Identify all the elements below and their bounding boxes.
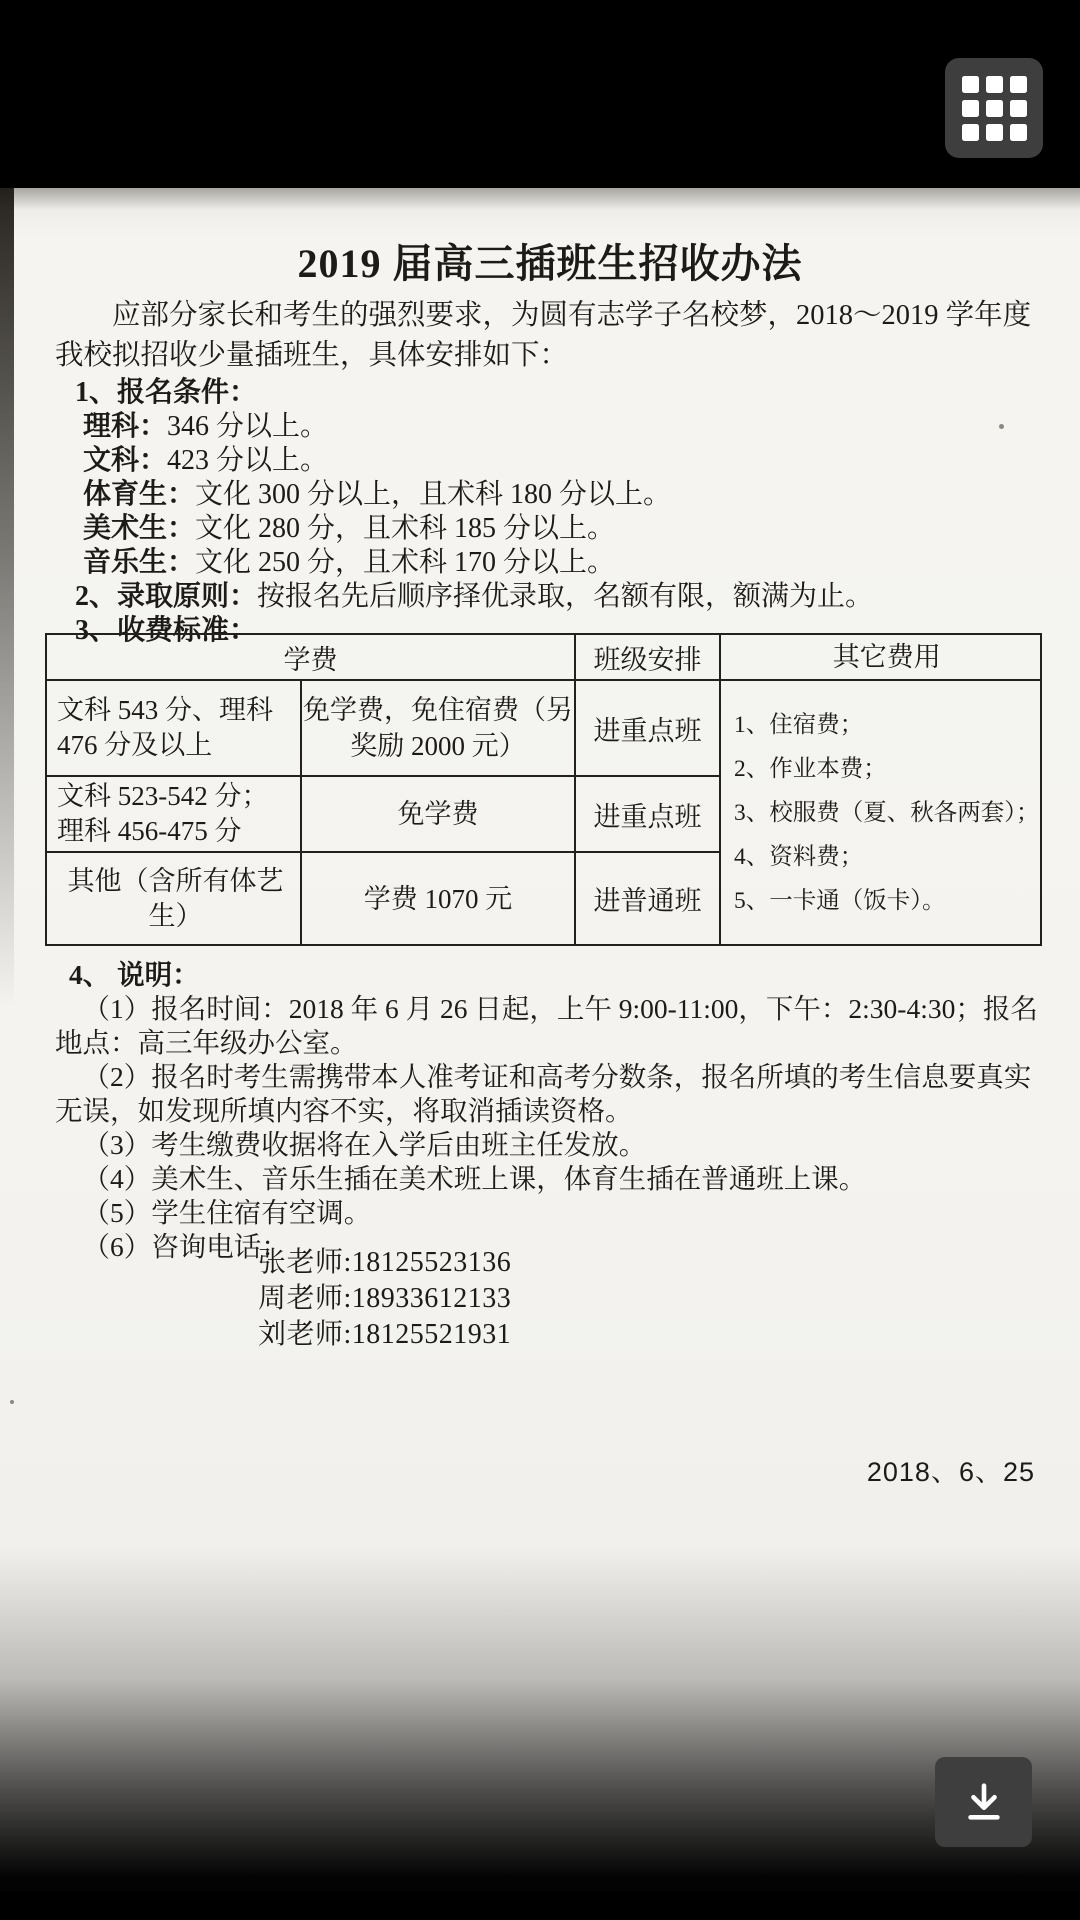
- header-tuition: 学费: [46, 634, 575, 680]
- photo-bottom-shadow: [0, 1547, 1080, 1892]
- note-item: （1）报名时间：2018 年 6 月 26 日起，上午 9:00-11:00，下午：2:30-4:30；报名地点：高三年级办公室。: [55, 993, 1038, 1058]
- fee-table: [45, 633, 1042, 946]
- section-2-text: 按报名先后顺序择优录取，名额有限，额满为止。: [257, 581, 874, 612]
- phone-line: 周老师:18933612133: [258, 1283, 512, 1314]
- download-button[interactable]: [935, 1757, 1032, 1847]
- cell-category: 其他（含所有体艺生）: [46, 852, 301, 945]
- other-fee-item: 2、作业本费；: [734, 755, 887, 782]
- condition-text: 346 分以上。: [167, 411, 329, 442]
- condition-text: 文化 250 分，且术科 170 分以上。: [195, 547, 616, 578]
- photo-top-shadow: [0, 188, 1080, 210]
- cell-other-fees: [720, 680, 1041, 945]
- photo-artifact-dot: [10, 1400, 14, 1404]
- photo-artifact-dot: [999, 424, 1004, 429]
- phone-list: [258, 1245, 511, 1353]
- cell-class: 进重点班: [575, 776, 720, 852]
- section-1-heading: 1、报名条件：: [75, 377, 258, 408]
- phone-line: 刘老师:18125521931: [258, 1319, 512, 1350]
- grid-menu-button[interactable]: [945, 58, 1043, 158]
- cell-class: 进重点班: [575, 680, 720, 776]
- download-icon: [961, 1779, 1007, 1825]
- fee-table-header-row: [46, 634, 1041, 680]
- cell-category: 文科 523-542 分；理科 456-475 分: [46, 776, 301, 852]
- condition-text: 文化 280 分，且术科 185 分以上。: [195, 513, 616, 544]
- condition-line: [75, 410, 1035, 444]
- condition-line: [75, 546, 1035, 580]
- cell-tuition: 学费 1070 元: [301, 852, 575, 945]
- cell-category: 文科 543 分、理科 476 分及以上: [46, 680, 301, 776]
- notes-section: [55, 958, 1047, 1264]
- condition-line: [75, 512, 1035, 546]
- cell-tuition: 免学费: [301, 776, 575, 852]
- note-item: （3）考生缴费收据将在入学后由班主任发放。: [82, 1129, 647, 1160]
- intro-paragraph: 应部分家长和考生的强烈要求，为圆有志学子名校梦，2018～2019 学年度我校拟招收少量插班生，具体安排如下：: [55, 300, 1032, 371]
- condition-label: 体育生：: [83, 479, 196, 510]
- document-photo[interactable]: [0, 188, 1080, 1892]
- cell-tuition: 免学费，免住宿费（另奖励 2000 元）: [301, 680, 575, 776]
- phone-line: 张老师:18125523136: [258, 1247, 512, 1278]
- other-fee-item: 1、住宿费；: [734, 711, 864, 738]
- other-fee-item: 5、一卡通（饭卡）。: [734, 887, 946, 914]
- table-row: [46, 680, 1041, 776]
- other-fee-item: 3、校服费（夏、秋各两套）；: [734, 799, 1040, 826]
- header-other-fees: 其它费用: [720, 634, 1041, 680]
- condition-text: 423 分以上。: [167, 445, 329, 476]
- grid-icon: [962, 76, 1027, 141]
- photo-left-edge-shadow: [0, 188, 14, 1008]
- section-3-heading: 3、收费标准：: [75, 615, 258, 646]
- condition-label: 音乐生：: [83, 547, 196, 578]
- document-date: 2018、6、25: [866, 1457, 1035, 1487]
- condition-label: 美术生：: [83, 513, 196, 544]
- section-2-heading: 2、录取原则：: [75, 581, 258, 612]
- cell-class: 进普通班: [575, 852, 720, 945]
- note-item: （5）学生住宿有空调。: [82, 1197, 372, 1228]
- page-title: 2019 届高三插班生招收办法: [297, 241, 803, 286]
- note-item: （2）报名时考生需携带本人准考证和高考分数条，报名所填的考生信息要真实无误，如发现所填内容不实，将取消插读资格。: [55, 1061, 1032, 1126]
- header-class-arrangement: 班级安排: [575, 634, 720, 680]
- condition-label: 文科：: [83, 445, 168, 476]
- notes-heading: 4、 说明：: [69, 959, 200, 990]
- section-2-line: [75, 580, 1035, 614]
- note-item: （6）咨询电话：: [82, 1231, 289, 1262]
- note-item: （4）美术生、音乐生插在美术班上课，体育生插在普通班上课。: [82, 1163, 867, 1194]
- other-fee-item: 4、资料费；: [734, 843, 864, 870]
- condition-line: [75, 478, 1035, 512]
- conditions-section: [75, 376, 1035, 648]
- condition-label: 理科：: [83, 411, 168, 442]
- condition-line: [75, 444, 1035, 478]
- condition-text: 文化 300 分以上，且术科 180 分以上。: [195, 479, 672, 510]
